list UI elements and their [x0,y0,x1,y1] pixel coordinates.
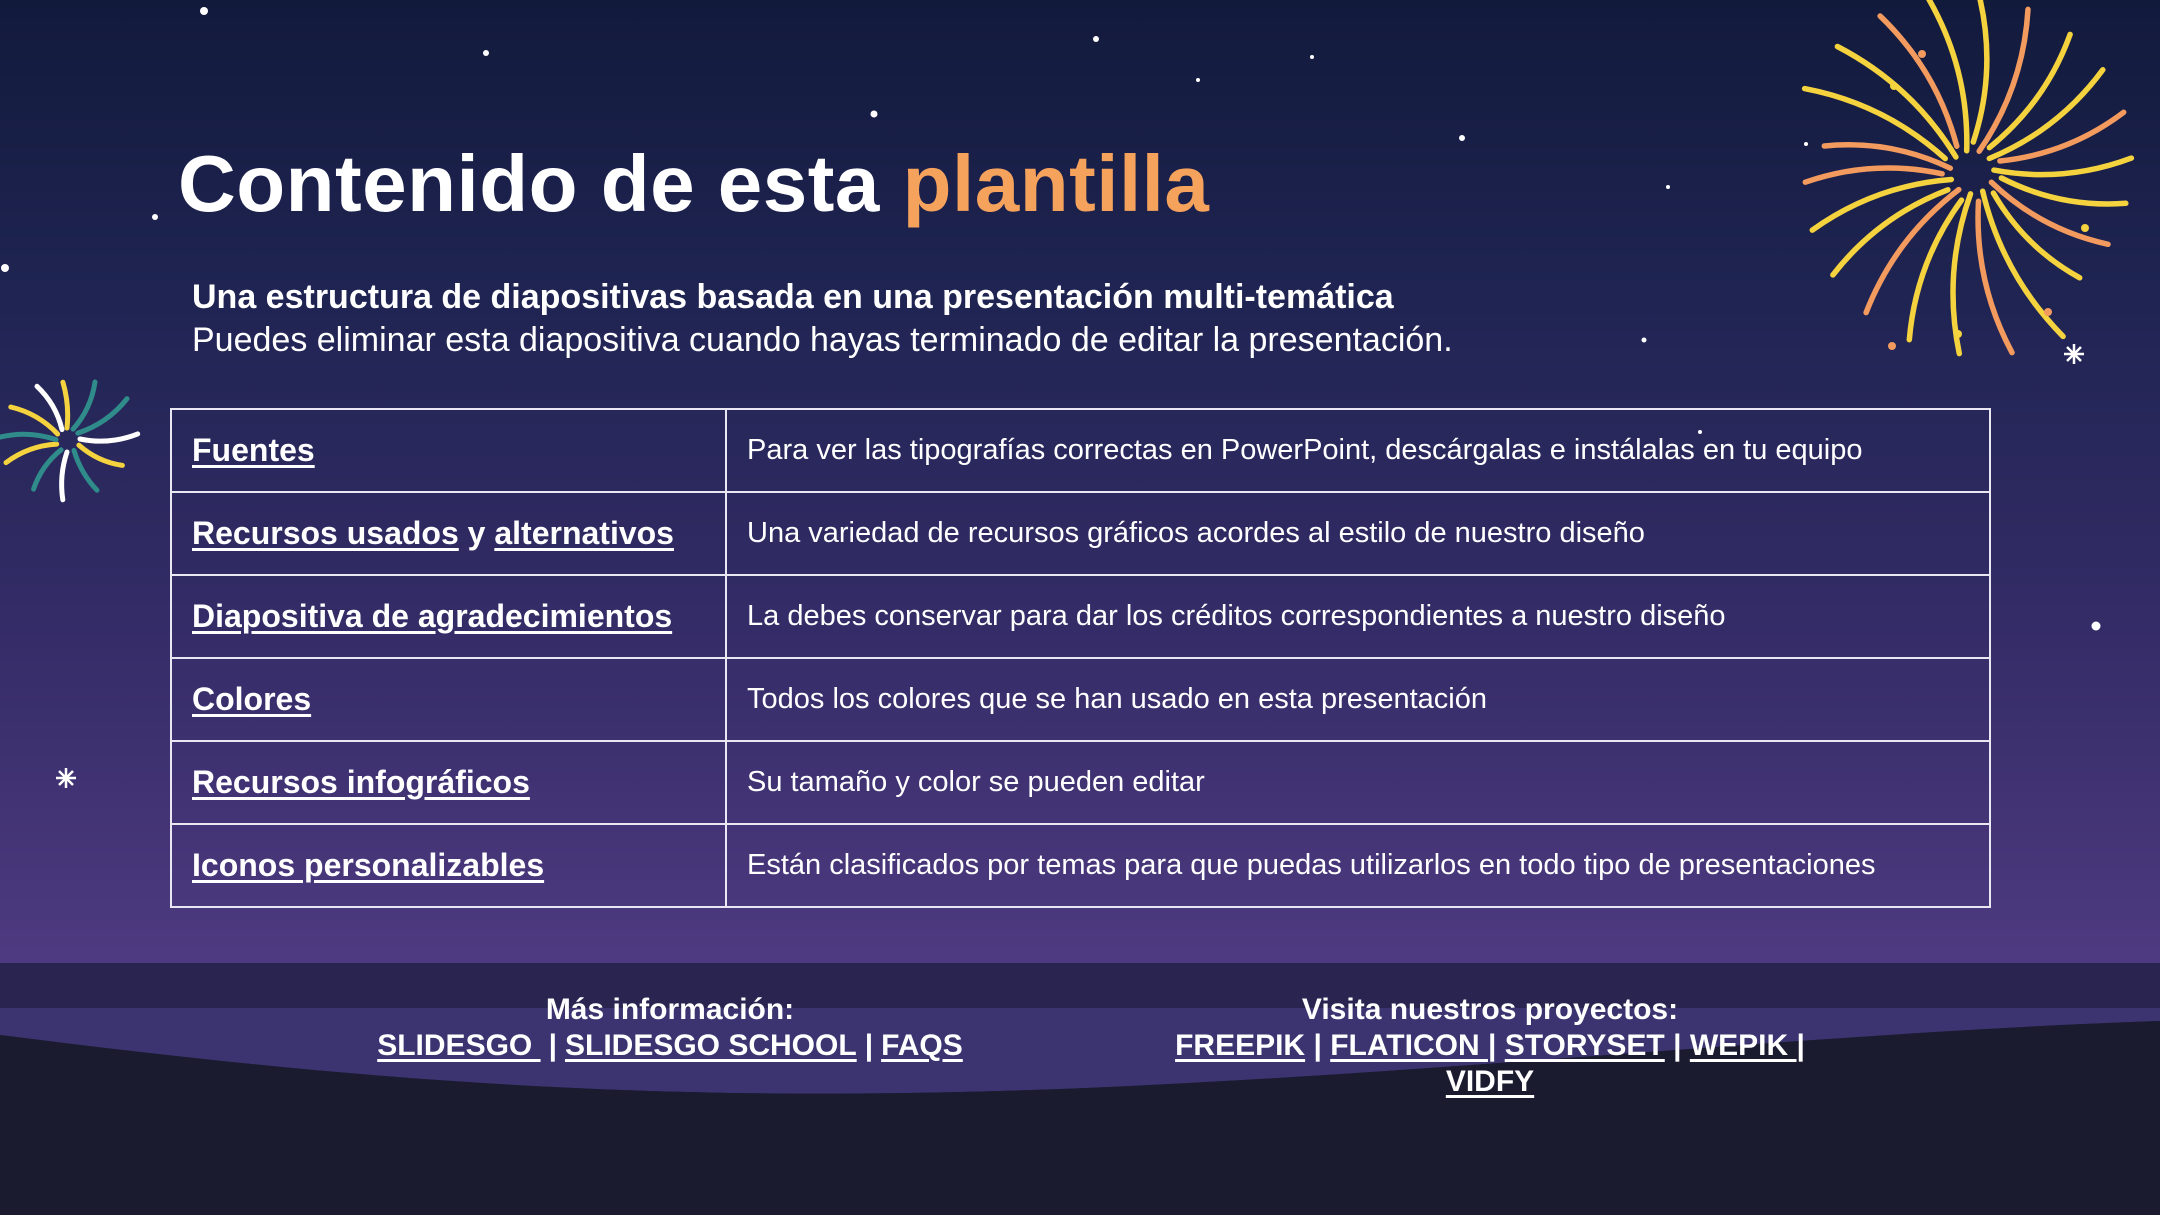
link-faqs[interactable]: FAQS [881,1029,963,1062]
table-cell-desc: Todos los colores que se han usado en esta presentación [726,658,1990,741]
separator: | [548,1029,557,1062]
link-storyset[interactable]: STORYSET [1504,1029,1665,1062]
subtitle-normal: Puedes eliminar esta diapositiva cuando hayas terminado de editar la presentación. [192,321,1453,359]
table-cell-desc: Su tamaño y color se pueden editar [726,741,1990,824]
separator: | [1796,1029,1805,1062]
link-recursos-usados[interactable]: Recursos usados [192,515,459,551]
link-flaticon[interactable]: FLATICON [1330,1029,1488,1062]
link-diapositiva-agradecimientos[interactable]: Diapositiva de agradecimientos [192,598,673,634]
link-colores[interactable]: Colores [192,681,312,717]
table-row [171,409,1990,492]
link-vidfy[interactable]: VIDFY [1445,1065,1535,1098]
subtitle-strong: Una estructura de diapositivas basada en una presentación multi-temática [192,278,1394,316]
footer [0,963,2160,1215]
separator: | [1313,1029,1322,1062]
table-row [171,824,1990,907]
table-cell-label [171,409,726,492]
link-recursos-infograficos[interactable]: Recursos infográficos [192,764,530,800]
title-main: Contenido de esta [178,139,903,228]
table-cell-label [171,824,726,907]
table-cell-desc: Una variedad de recursos gráficos acordes al estilo de nuestro diseño [726,492,1990,575]
firework-large-icon [1780,0,2150,380]
firework-small-icon [0,370,150,510]
page-title [178,138,1209,230]
link-freepik[interactable]: FREEPIK [1175,1029,1306,1062]
separator: | [864,1029,874,1062]
table-cell-desc: La debes conservar para dar los créditos correspondientes a nuestro diseño [726,575,1990,658]
link-fuentes[interactable]: Fuentes [192,432,315,468]
separator: | [1487,1029,1497,1062]
footer-links-row-2 [1140,1064,1840,1100]
link-slidesgo[interactable]: SLIDESGO [377,1029,541,1062]
footer-links-row [320,1028,1020,1064]
link-wepik[interactable]: WEPIK [1689,1029,1797,1062]
table-cell-label [171,492,726,575]
table-cell-label [171,575,726,658]
table-cell-desc: Están clasificados por temas para que puedas utilizarlos en todo tipo de presentaciones [726,824,1990,907]
footer-more-info [320,992,1020,1064]
footer-projects [1140,992,1840,1100]
footer-heading-projects: Visita nuestros proyectos: [1301,993,1679,1026]
link-slidesgo-school[interactable]: SLIDESGO SCHOOL [564,1029,857,1062]
title-accent: plantilla [902,139,1210,228]
footer-heading-more-info: Más información: [545,993,795,1026]
link-alternativos[interactable]: alternativos [494,515,674,551]
content-table [170,408,1991,908]
table-cell-label [171,741,726,824]
link-iconos-personalizables[interactable]: Iconos personalizables [192,847,545,883]
label-conjunction: y [458,515,495,551]
table-row [171,658,1990,741]
star-sparkle-icon [56,768,76,788]
table-cell-desc: Para ver las tipografías correctas en PowerPoint, descárgalas e instálalas en tu equipo [726,409,1990,492]
table-row [171,492,1990,575]
table-row [171,575,1990,658]
table-cell-label [171,658,726,741]
footer-links-row [1140,1028,1840,1064]
table-row [171,741,1990,824]
separator: | [1673,1029,1682,1062]
